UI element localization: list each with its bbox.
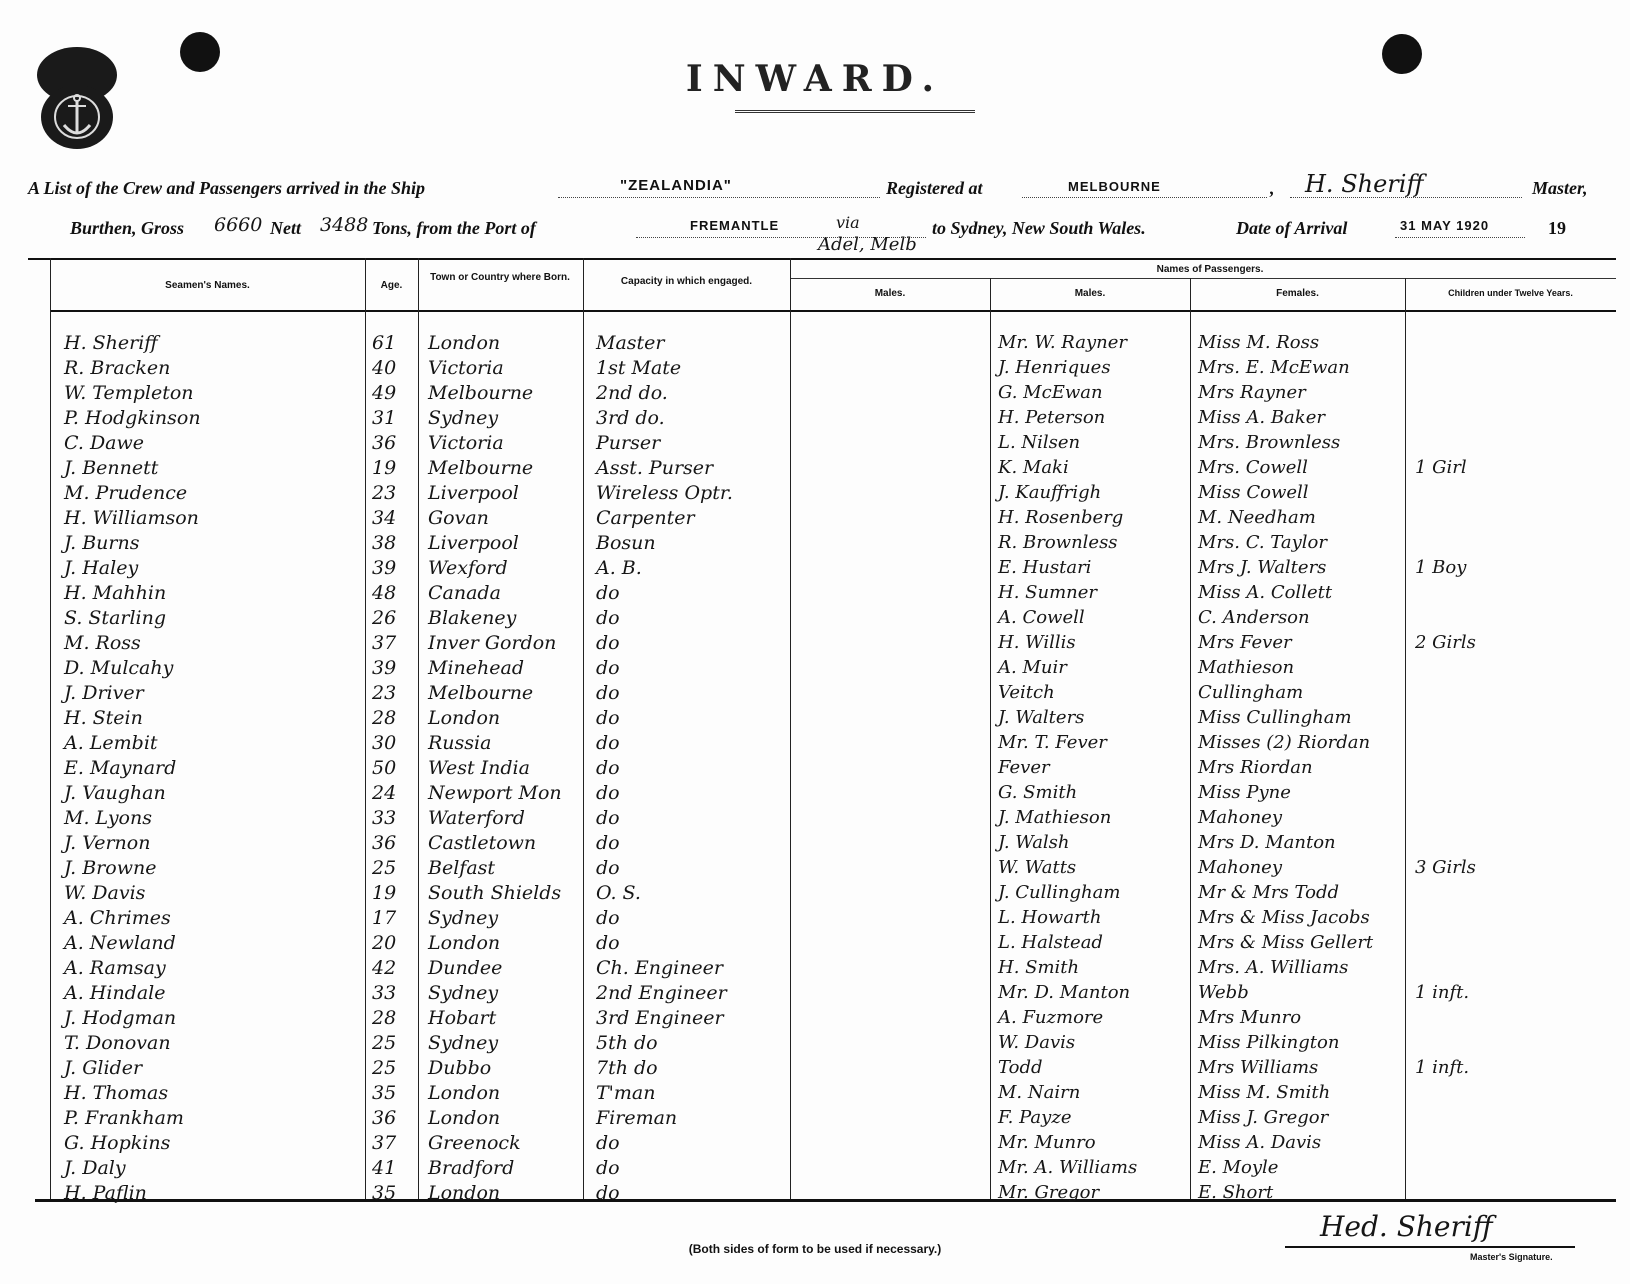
passenger-female: Mrs J. Walters <box>1198 557 1327 578</box>
crew-name: J. Daly <box>64 1157 126 1179</box>
crew-name: A. Hindale <box>64 982 166 1004</box>
crew-born: London <box>428 1082 501 1104</box>
col-divider <box>365 258 366 1199</box>
passenger-female: M. Needham <box>1198 507 1316 528</box>
crew-age: 38 <box>372 532 397 554</box>
crew-capacity: do <box>596 682 620 704</box>
passenger-male: J. Mathieson <box>998 807 1112 828</box>
passenger-female: Mathieson <box>1198 657 1295 678</box>
crew-name: A. Lembit <box>64 732 158 754</box>
passenger-male: J. Cullingham <box>998 882 1121 903</box>
crew-age: 35 <box>372 1082 397 1104</box>
passenger-children: 1 inft. <box>1415 982 1470 1003</box>
crew-born: Sydney <box>428 1032 499 1054</box>
passenger-male: A. Fuzmore <box>998 1007 1104 1028</box>
crew-name: T. Donovan <box>64 1032 171 1054</box>
crew-name: G. Hopkins <box>64 1132 171 1154</box>
departure-port: FREMANTLE <box>690 218 780 233</box>
crew-born: Victoria <box>428 432 504 454</box>
registered-port: MELBOURNE <box>1068 179 1161 194</box>
crew-born: London <box>428 332 501 354</box>
passenger-male: L. Howarth <box>998 907 1102 928</box>
passenger-children: 3 Girls <box>1415 857 1476 878</box>
passenger-female: Miss Pilkington <box>1198 1032 1340 1053</box>
passenger-male: Mr. A. Williams <box>998 1157 1138 1178</box>
crew-capacity: Purser <box>596 432 661 454</box>
crew-capacity: Carpenter <box>596 507 695 529</box>
tons-label: Tons, from the Port of <box>372 218 536 238</box>
nett-tons: 3488 <box>320 214 369 236</box>
passenger-male: L. Nilsen <box>998 432 1081 453</box>
crew-capacity: do <box>596 782 620 804</box>
passenger-male: G. McEwan <box>998 382 1103 403</box>
crew-born: Wexford <box>428 557 508 579</box>
crew-capacity: do <box>596 907 620 929</box>
crew-born: Greenock <box>428 1132 521 1154</box>
crew-born: Minehead <box>428 657 524 679</box>
crew-capacity: 3rd Engineer <box>596 1007 724 1029</box>
crew-age: 24 <box>372 782 397 804</box>
crew-capacity: do <box>596 857 620 879</box>
passenger-female: Miss Cullingham <box>1198 707 1352 728</box>
gross-tons: 6660 <box>214 214 263 236</box>
crew-born: Sydney <box>428 907 499 929</box>
crew-born: London <box>428 932 501 954</box>
crew-born: Dubbo <box>428 1057 492 1079</box>
crew-born: Inver Gordon <box>428 632 557 654</box>
ship-name: "ZEALANDIA" <box>620 177 732 194</box>
date-underline <box>1395 237 1525 238</box>
passenger-female: Mrs. Cowell <box>1198 457 1308 478</box>
crew-age: 31 <box>372 407 397 429</box>
passenger-female: Mrs Rayner <box>1198 382 1306 403</box>
crew-age: 17 <box>372 907 397 929</box>
crew-capacity: do <box>596 807 620 829</box>
passenger-male: Mr. W. Rayner <box>998 332 1128 353</box>
arrival-date-stamp: 31 MAY 1920 <box>1400 218 1490 233</box>
crew-born: Waterford <box>428 807 525 829</box>
crew-capacity: 2nd Engineer <box>596 982 727 1004</box>
crew-born: Govan <box>428 507 489 529</box>
passenger-male: H. Sumner <box>998 582 1097 603</box>
crew-age: 48 <box>372 582 397 604</box>
crew-name: J. Browne <box>64 857 157 879</box>
crew-name: J. Glider <box>64 1057 143 1079</box>
passenger-female: Miss Cowell <box>1198 482 1309 503</box>
nett-label: Nett <box>270 218 301 238</box>
passenger-male: E. Hustari <box>998 557 1092 578</box>
col-header-seamen: Seamen's Names. <box>165 280 250 291</box>
crew-born: West India <box>428 757 530 779</box>
crew-capacity: do <box>596 632 620 654</box>
crew-born: Liverpool <box>428 532 519 554</box>
master-label: Master, <box>1532 178 1588 198</box>
crew-capacity: O. S. <box>596 882 641 904</box>
passenger-subheader-rule <box>790 278 1616 279</box>
crew-name: J. Burns <box>64 532 140 554</box>
passenger-male: G. Smith <box>998 782 1078 803</box>
passenger-male: K. Maki <box>998 457 1069 478</box>
passenger-male: J. Henriques <box>998 357 1111 378</box>
passenger-female: C. Anderson <box>1198 607 1310 628</box>
passenger-male: H. Peterson <box>998 407 1106 428</box>
master-name: H. Sheriff <box>1305 170 1424 198</box>
crew-name: H. Sheriff <box>64 332 158 354</box>
crew-born: Dundee <box>428 957 503 979</box>
col-header-males-2: Males. <box>1074 288 1106 299</box>
crew-name: W. Davis <box>64 882 146 904</box>
crew-age: 28 <box>372 707 397 729</box>
crew-name: A. Ramsay <box>64 957 166 979</box>
arrival-label: Date of Arrival <box>1236 218 1348 238</box>
crew-capacity: do <box>596 1157 620 1179</box>
crew-capacity: do <box>596 832 620 854</box>
passenger-female: E. Moyle <box>1198 1157 1279 1178</box>
via-label: via <box>836 213 860 232</box>
crew-born: Victoria <box>428 357 504 379</box>
passenger-female: Mrs. A. Williams <box>1198 957 1349 978</box>
col-divider <box>1405 278 1406 1199</box>
passenger-female: Miss M. Ross <box>1198 332 1320 353</box>
passenger-children: 1 inft. <box>1415 1057 1470 1078</box>
crew-capacity: do <box>596 932 620 954</box>
col-divider <box>418 258 419 1199</box>
crew-capacity: do <box>596 582 620 604</box>
crew-capacity: do <box>596 732 620 754</box>
col-divider <box>50 258 51 1199</box>
crew-capacity: Wireless Optr. <box>596 482 733 504</box>
crew-age: 25 <box>372 857 397 879</box>
crew-capacity: 2nd do. <box>596 382 668 404</box>
crew-name: M. Prudence <box>64 482 188 504</box>
crew-age: 34 <box>372 507 397 529</box>
passenger-female: Mrs. Brownless <box>1198 432 1341 453</box>
passenger-male: H. Willis <box>998 632 1076 653</box>
crew-name: H. Williamson <box>64 507 199 529</box>
crew-name: J. Hodgman <box>64 1007 177 1029</box>
passenger-male: A. Muir <box>998 657 1067 678</box>
crew-age: 20 <box>372 932 397 954</box>
crew-age: 37 <box>372 632 397 654</box>
passenger-female: Webb <box>1198 982 1249 1003</box>
header-separator <box>50 310 1616 312</box>
passenger-female: Mahoney <box>1198 807 1283 828</box>
passenger-female: Mrs D. Manton <box>1198 832 1336 853</box>
passenger-male: Fever <box>998 757 1050 778</box>
crew-capacity: do <box>596 657 620 679</box>
crew-name: J. Driver <box>64 682 144 704</box>
col-header-age: Age. <box>380 280 403 291</box>
passenger-female: Mrs & Miss Jacobs <box>1198 907 1370 928</box>
col-header-passengers: Names of Passengers. <box>1156 264 1264 275</box>
passenger-female: E. Short <box>1198 1182 1274 1203</box>
burthen-label: Burthen, Gross <box>70 218 185 238</box>
crew-capacity: 5th do <box>596 1032 658 1054</box>
passenger-male: H. Rosenberg <box>998 507 1124 528</box>
crew-age: 37 <box>372 1132 397 1154</box>
crew-age: 33 <box>372 982 397 1004</box>
passenger-female: Mrs & Miss Gellert <box>1198 932 1374 953</box>
passenger-female: Miss M. Smith <box>1198 1082 1331 1103</box>
crew-born: Sydney <box>428 982 499 1004</box>
crew-born: Castletown <box>428 832 537 854</box>
passenger-male: Mr. D. Manton <box>998 982 1131 1003</box>
ship-underline <box>558 197 880 198</box>
page-title: INWARD. <box>685 58 945 100</box>
crew-age: 30 <box>372 732 397 754</box>
title-underline <box>735 110 975 113</box>
col-header-females: Females. <box>1276 288 1319 299</box>
crew-age: 35 <box>372 1182 397 1204</box>
crew-name: E. Maynard <box>64 757 177 779</box>
passenger-female: Mahoney <box>1198 857 1283 878</box>
crew-capacity: 3rd do. <box>596 407 665 429</box>
crew-name: S. Starling <box>64 607 167 629</box>
crew-name: H. Stein <box>64 707 143 729</box>
crew-name: J. Vaughan <box>64 782 166 804</box>
col-header-capacity: Capacity in which engaged. <box>620 276 753 287</box>
crew-capacity: do <box>596 1182 620 1204</box>
crew-name: H. Mahhin <box>64 582 167 604</box>
crew-capacity: Master <box>596 332 665 354</box>
col-divider <box>1190 278 1191 1199</box>
crew-born: Newport Mon <box>428 782 562 804</box>
crew-born: Russia <box>428 732 492 754</box>
crew-capacity: Fireman <box>596 1107 678 1129</box>
crew-name: J. Vernon <box>64 832 151 854</box>
crew-age: 23 <box>372 482 397 504</box>
passenger-male: A. Cowell <box>998 607 1085 628</box>
passenger-female: Mrs. C. Taylor <box>1198 532 1327 553</box>
col-header-males: Males. <box>874 288 906 299</box>
crew-age: 36 <box>372 432 397 454</box>
passenger-female: Miss A. Baker <box>1198 407 1325 428</box>
passenger-male: M. Nairn <box>998 1082 1081 1103</box>
passenger-male: W. Watts <box>998 857 1077 878</box>
crew-born: Blakeney <box>428 607 517 629</box>
crew-age: 40 <box>372 357 397 379</box>
crew-age: 26 <box>372 607 397 629</box>
passenger-male: Veitch <box>998 682 1055 703</box>
passenger-male: J. Walters <box>998 707 1085 728</box>
passenger-female: Mrs Riordan <box>1198 757 1313 778</box>
passenger-female: Miss A. Davis <box>1198 1132 1322 1153</box>
crew-born: London <box>428 707 501 729</box>
year-prefix: 19 <box>1548 218 1566 238</box>
crew-born: Hobart <box>428 1007 497 1029</box>
crew-age: 19 <box>372 457 397 479</box>
crew-name: A. Newland <box>64 932 176 954</box>
crew-age: 41 <box>372 1157 397 1179</box>
crew-age: 39 <box>372 657 397 679</box>
crew-age: 42 <box>372 957 397 979</box>
crew-name: C. Dawe <box>64 432 145 454</box>
passenger-female: Mr & Mrs Todd <box>1198 882 1339 903</box>
crew-name: R. Bracken <box>64 357 171 379</box>
passenger-female: Mrs Fever <box>1198 632 1292 653</box>
passenger-female: Miss A. Collett <box>1198 582 1333 603</box>
passenger-children: 1 Boy <box>1415 557 1467 578</box>
crew-age: 61 <box>372 332 397 354</box>
passenger-male: H. Smith <box>998 957 1080 978</box>
crew-capacity: do <box>596 757 620 779</box>
passenger-female: Misses (2) Riordan <box>1198 732 1371 753</box>
passenger-male: J. Kauffrigh <box>998 482 1102 503</box>
passenger-male: Mr. T. Fever <box>998 732 1107 753</box>
crew-capacity: Asst. Purser <box>596 457 714 479</box>
passenger-male: F. Payze <box>998 1107 1072 1128</box>
via-ports: Adel, Melb <box>818 234 917 255</box>
crew-name: M. Ross <box>64 632 141 654</box>
crew-age: 23 <box>372 682 397 704</box>
passenger-female: Cullingham <box>1198 682 1304 703</box>
crew-name: H. Thomas <box>64 1082 169 1104</box>
crew-name: D. Mulcahy <box>64 657 174 679</box>
col-divider <box>790 258 791 1199</box>
signature-label: Master's Signature. <box>1470 1252 1553 1262</box>
crew-age: 25 <box>372 1032 397 1054</box>
passenger-female: Mrs Williams <box>1198 1057 1319 1078</box>
col-divider <box>583 258 584 1199</box>
crew-age: 50 <box>372 757 397 779</box>
crew-born: London <box>428 1182 501 1204</box>
crew-name: J. Bennett <box>64 457 159 479</box>
table-bottom-border <box>35 1199 1616 1202</box>
crew-name: A. Chrimes <box>64 907 171 929</box>
intro-label: A List of the Crew and Passengers arrived in the Ship <box>28 178 426 198</box>
crew-born: Melbourne <box>428 682 534 704</box>
crew-age: 19 <box>372 882 397 904</box>
crew-age: 36 <box>372 1107 397 1129</box>
passenger-children: 2 Girls <box>1415 632 1476 653</box>
col-header-born: Town or Country where Born. <box>430 272 570 283</box>
col-header-children: Children under Twelve Years. <box>1448 288 1573 298</box>
signature-line <box>1285 1246 1575 1248</box>
crew-born: London <box>428 1107 501 1129</box>
registered-underline <box>1022 197 1267 198</box>
passenger-male: Todd <box>998 1057 1043 1078</box>
table-top-border <box>28 258 1616 260</box>
passenger-male: L. Halstead <box>998 932 1103 953</box>
crew-name: P. Hodgkinson <box>64 407 201 429</box>
crew-born: Canada <box>428 582 501 604</box>
crew-capacity: T'man <box>596 1082 656 1104</box>
passenger-male: Mr. Gregor <box>998 1182 1100 1203</box>
crew-age: 25 <box>372 1057 397 1079</box>
crew-capacity: Bosun <box>596 532 656 554</box>
crew-capacity: 1st Mate <box>596 357 682 379</box>
destination-label: to Sydney, New South Wales. <box>932 218 1146 238</box>
passenger-children: 1 Girl <box>1415 457 1467 478</box>
passenger-female: Miss J. Gregor <box>1198 1107 1329 1128</box>
crew-born: Liverpool <box>428 482 519 504</box>
passenger-male: W. Davis <box>998 1032 1076 1053</box>
crew-capacity: do <box>596 707 620 729</box>
crew-name: J. Haley <box>64 557 139 579</box>
crew-age: 28 <box>372 1007 397 1029</box>
crew-name: M. Lyons <box>64 807 152 829</box>
crew-born: Melbourne <box>428 382 534 404</box>
registered-label: Registered at <box>886 178 983 198</box>
passenger-male: Mr. Munro <box>998 1132 1096 1153</box>
master-signature: Hed. Sheriff <box>1320 1210 1493 1243</box>
passenger-female: Mrs. E. McEwan <box>1198 357 1350 378</box>
crew-capacity: 7th do <box>596 1057 658 1079</box>
crew-capacity: do <box>596 607 620 629</box>
crew-name: H. Paflin <box>64 1182 147 1204</box>
crew-born: Sydney <box>428 407 499 429</box>
footer-note: (Both sides of form to be used if necessary.) <box>688 1242 942 1256</box>
crew-age: 49 <box>372 382 397 404</box>
passenger-male: R. Brownless <box>998 532 1118 553</box>
crew-name: P. Frankham <box>64 1107 184 1129</box>
crew-name: W. Templeton <box>64 382 194 404</box>
crew-capacity: A. B. <box>596 557 642 579</box>
crew-age: 33 <box>372 807 397 829</box>
crew-age: 39 <box>372 557 397 579</box>
crew-born: Bradford <box>428 1157 515 1179</box>
crew-capacity: Ch. Engineer <box>596 957 724 979</box>
col-divider <box>990 278 991 1199</box>
passenger-female: Miss Pyne <box>1198 782 1291 803</box>
crew-capacity: do <box>596 1132 620 1154</box>
passenger-male: J. Walsh <box>998 832 1070 853</box>
crew-born: Melbourne <box>428 457 534 479</box>
passenger-female: Mrs Munro <box>1198 1007 1302 1028</box>
crew-age: 36 <box>372 832 397 854</box>
crew-born: South Shields <box>428 882 562 904</box>
comma-sep: , <box>1270 178 1275 198</box>
crew-born: Belfast <box>428 857 496 879</box>
